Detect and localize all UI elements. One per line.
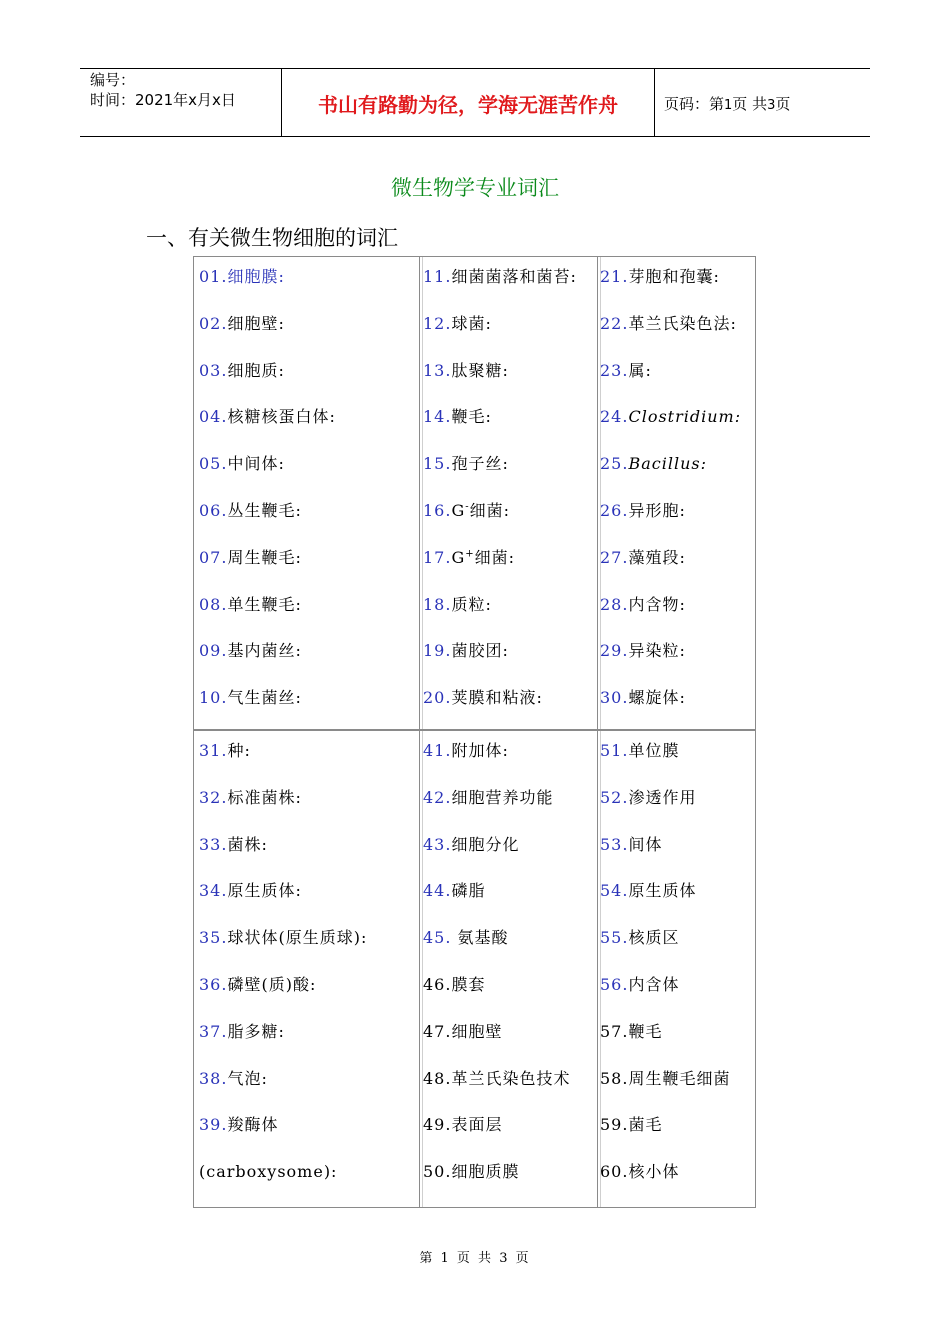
term-text: 周生鞭毛: [227,547,302,567]
vocab-term [600,266,720,288]
term-number: 11. [423,267,452,286]
term-text: 丛生鞭毛: [227,501,302,520]
term-text: 中间体: [227,454,285,474]
vocab-term [199,640,302,662]
term-number: 29. [600,641,629,661]
term-text-suffix: 细菌: [469,501,511,520]
vocab-term [423,834,519,856]
vocab-term [600,740,679,762]
term-text: 内含体 [628,975,680,994]
term-text: 周生鞭毛细菌 [628,1068,731,1088]
term-text: 细菌菌落和菌苔: [451,267,577,286]
page-footer: 第 1 页 共 3 页 [419,1251,531,1266]
term-text: 单位膜 [628,741,680,760]
vocab-term [199,974,316,996]
term-text: 磷壁(质)酸: [227,975,317,994]
term-text: 球菌: [451,313,492,333]
term-number: 07. [199,547,228,567]
header-divider [654,69,655,136]
vocab-term [423,687,543,709]
term-text: G [451,501,466,520]
vocab-term [423,594,492,616]
term-text: 表面层 [451,1115,503,1135]
term-number: 01. [199,267,228,286]
term-number: 51. [600,741,629,760]
term-text: G [451,547,466,567]
vocab-term [600,834,662,856]
term-number: 20. [423,688,452,708]
vocab-term [423,313,492,335]
vocab-term [600,406,741,428]
term-number: 35. [199,928,228,948]
term-text: 菌株: [227,834,268,854]
term-text: 荚膜和粘液: [451,688,543,708]
vocab-term [423,453,509,475]
term-number: 24. [600,407,629,427]
term-text: 鞭毛: [451,407,492,427]
vocab-term [600,1161,679,1183]
term-number: 13. [423,360,452,380]
term-text: 渗透作用 [628,787,697,807]
vocab-term [600,594,686,616]
vocab-term [199,787,302,809]
term-text: 种: [227,741,251,760]
header-bottom-rule [80,136,870,137]
term-text: 气生菌丝: [227,688,302,708]
term-superscript: - [465,501,470,513]
vocab-term [423,406,492,428]
term-number: 25. [600,454,629,474]
term-number: 14. [423,407,452,427]
vocab-term [600,1068,730,1090]
vocab-term [600,547,686,569]
vocab-term [423,266,577,288]
vocab-term [199,453,285,475]
vocab-term [423,360,509,382]
term-number: 26. [600,501,629,520]
vocab-term [423,1114,502,1136]
vocab-term [423,640,509,662]
vocab-term [423,880,485,902]
term-text: Clostridium: [628,407,742,427]
term-number: 19. [423,641,452,661]
term-text: 芽胞和孢囊: [628,267,720,286]
vocab-table-2 [193,730,756,1208]
term-number: 15. [423,454,452,474]
term-number: 55. [600,928,629,948]
term-number: 32. [199,787,228,807]
term-text: 菌毛 [628,1115,663,1135]
term-number: 46. [423,975,452,994]
vocab-term [423,500,510,522]
term-number: 41. [423,741,452,760]
term-number: 38. [199,1068,228,1088]
term-text: 附加体: [451,741,509,760]
vocab-term [199,880,302,902]
header-page-total: 3 [767,98,776,113]
term-text: 异染粒: [628,641,686,661]
vocab-term [423,740,509,762]
term-number: 36. [199,975,228,994]
vocab-term [600,1021,662,1043]
term-number: 08. [199,594,228,614]
term-number: 58. [600,1068,629,1088]
term-number: 27. [600,547,629,567]
term-number: 49. [423,1115,452,1135]
term-text: 细胞壁 [451,1021,503,1041]
vocab-term [423,974,485,996]
term-text: 球状体(原生质球): [227,928,368,948]
vocab-term [600,687,686,709]
term-number: 28. [600,594,629,614]
term-number: 45. [423,928,452,948]
term-text: 细胞质: [227,360,285,380]
term-number: 34. [199,881,228,901]
term-number: 16. [423,501,452,520]
term-text: 原生质体: [227,881,302,901]
document-date: 时间：2021年x月x日 [90,91,236,109]
term-text: 鞭毛 [628,1021,663,1041]
vocab-term [423,787,553,809]
vocab-term [199,1068,268,1090]
term-text: 细胞膜: [227,267,285,286]
header-page-indicator: 页码：第1页 共3页 [664,95,791,113]
term-text: 属: [628,360,652,380]
term-number: 04. [199,407,228,427]
term-text: 细胞营养功能 [451,787,554,807]
vocab-term [199,1161,337,1183]
term-text: 质粒: [451,594,492,614]
vocab-term [600,787,696,809]
term-text: 单生鞭毛: [227,594,302,614]
term-text: 间体 [628,834,663,854]
term-number: 39. [199,1115,228,1135]
term-number: 43. [423,834,452,854]
term-text: Bacillus: [628,454,707,474]
header-page-current: 1 [724,98,733,113]
term-number: 06. [199,501,228,520]
term-number: 09. [199,641,228,661]
term-number: 33. [199,834,228,854]
term-text: 细胞壁: [227,313,285,333]
term-number: 21. [600,267,629,286]
term-number: 60. [600,1162,629,1182]
vocab-table-1 [193,256,756,730]
term-number: 22. [600,313,629,333]
term-number: 42. [423,787,452,807]
vocab-term [199,1021,285,1043]
vocab-term [600,313,737,335]
vocab-term [199,834,268,856]
vocab-term [600,453,707,475]
vocab-term [199,547,302,569]
term-text: 藻殖段: [628,547,686,567]
vocab-term [423,1021,502,1043]
term-text: 脂多糖: [227,1021,285,1041]
vocab-term [199,740,251,762]
vocab-term [199,687,302,709]
term-text: 细胞质膜 [451,1162,520,1182]
vocab-term [199,927,367,949]
term-number: 59. [600,1115,629,1135]
term-text-suffix: 细菌: [474,547,516,567]
header-motto: 书山有路勤为径，学海无涯苦作舟 [318,93,618,117]
term-text: 革兰氏染色法: [628,313,737,333]
term-superscript: + [465,548,475,560]
term-text: 核糖核蛋白体: [227,407,336,427]
term-number: 52. [600,787,629,807]
term-number: 54. [600,881,629,901]
term-number: 12. [423,313,452,333]
term-text: 革兰氏染色技术 [451,1068,571,1088]
term-text: 菌胶团: [451,641,509,661]
term-text: 氨基酸 [451,928,509,948]
header-top-rule [80,68,870,69]
vocab-term [423,1161,519,1183]
term-text: 膜套 [451,975,486,994]
term-number: 23. [600,360,629,380]
term-number: 50. [423,1162,452,1182]
section-title: 一、有关微生物细胞的词汇 [146,226,398,250]
term-number: 37. [199,1021,228,1041]
term-number: 48. [423,1068,452,1088]
vocab-term [600,880,696,902]
vocab-term [600,360,652,382]
vocab-term [600,640,686,662]
document-number-label: 编号： [90,71,136,89]
vocab-term [199,360,285,382]
vocab-term [199,406,336,428]
vocab-term [600,1114,662,1136]
vocab-term [199,266,285,288]
term-text: 核质区 [628,928,680,948]
term-text: 羧酶体 [227,1115,279,1135]
term-number: 18. [423,594,452,614]
vocab-term [423,927,509,949]
term-text: 细胞分化 [451,834,520,854]
term-text: 原生质体 [628,881,697,901]
term-number: 31. [199,741,228,760]
term-text: 标准菌株: [227,787,302,807]
document-title: 微生物学专业词汇 [391,176,559,200]
term-text: 核小体 [628,1162,680,1182]
term-number: 05. [199,454,228,474]
term-number: 47. [423,1021,452,1041]
vocab-term [600,974,679,996]
vocab-term [199,594,302,616]
term-text: 内含物: [628,594,686,614]
term-text: (carboxysome): [199,1162,338,1182]
vocab-term [199,313,285,335]
term-number: 02. [199,313,228,333]
term-number: 44. [423,881,452,901]
header-meta [90,70,236,110]
term-number: 03. [199,360,228,380]
vocab-term [423,1068,570,1090]
term-text: 肽聚糖: [451,360,509,380]
vocab-term [199,500,302,522]
term-text: 气泡: [227,1068,268,1088]
term-text: 异形胞: [628,501,686,520]
term-text: 螺旋体: [628,688,686,708]
vocab-term [600,927,679,949]
term-number: 10. [199,688,228,708]
term-text: 基内菌丝: [227,641,302,661]
term-number: 56. [600,975,629,994]
vocab-term [600,500,686,522]
term-text: 孢子丝: [451,454,509,474]
vocab-term [199,1114,278,1136]
vocab-term [423,547,515,569]
term-number: 57. [600,1021,629,1041]
term-number: 30. [600,688,629,708]
term-number: 17. [423,547,452,567]
term-text: 磷脂 [451,881,486,901]
term-number: 53. [600,834,629,854]
